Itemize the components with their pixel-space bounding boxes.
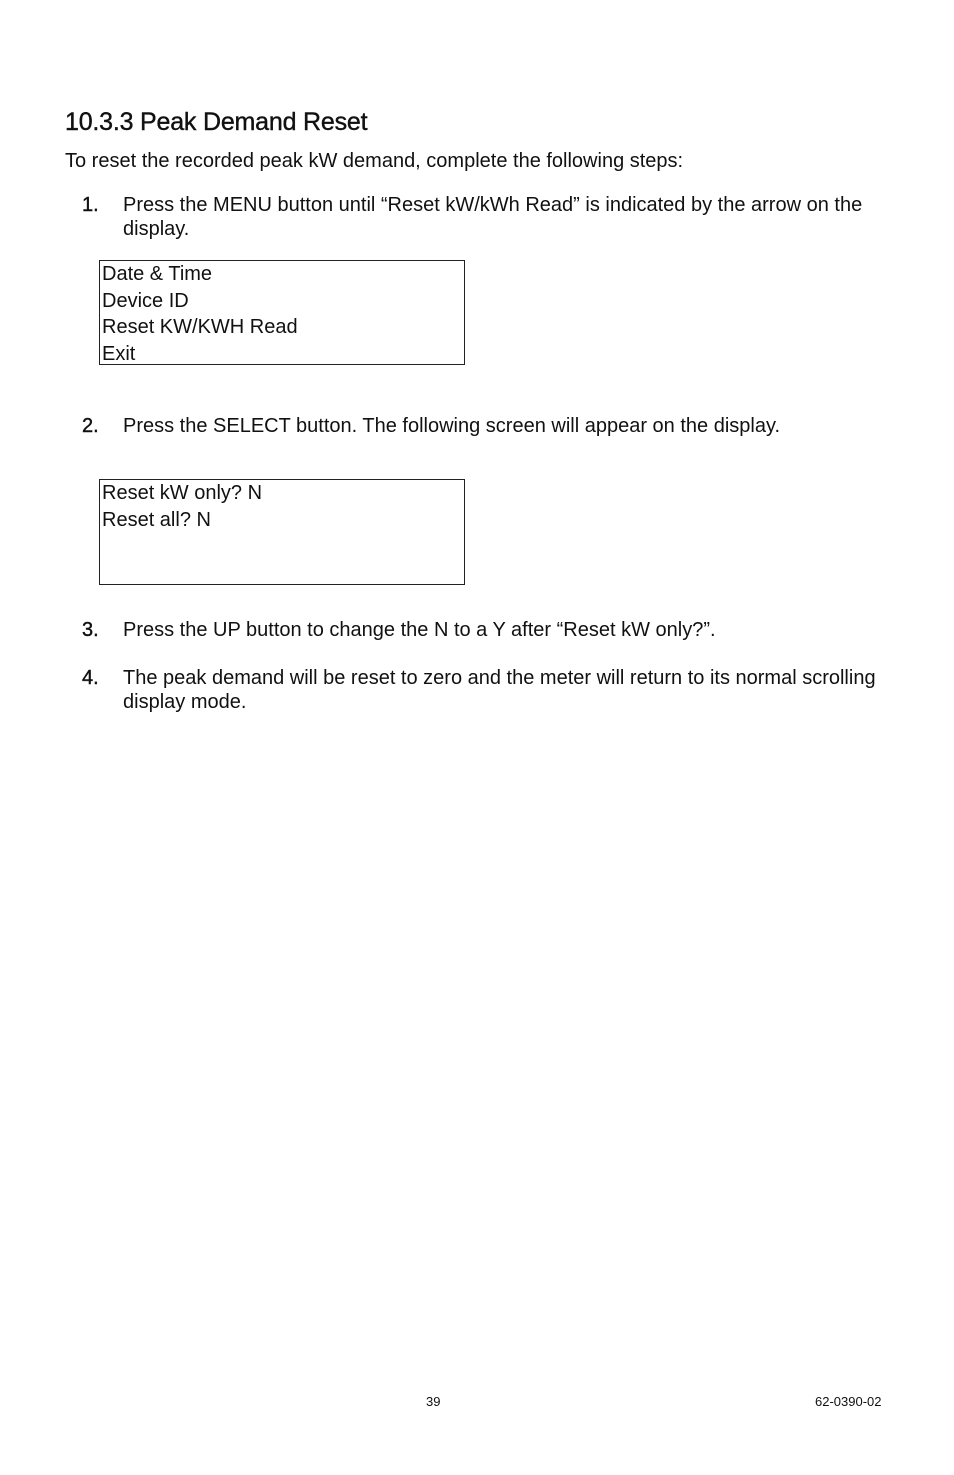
step-text: Press the SELECT button. The following screen will appear on the display. xyxy=(123,415,781,437)
step-number: 1. xyxy=(82,194,99,216)
step-text: Press the UP button to change the N to a Y after “Reset kW only?”. xyxy=(123,619,716,641)
step-text: The peak demand will be reset to zero and the meter will return to its normal scrolling display mode. xyxy=(123,667,876,713)
intro-text: To reset the recorded peak kW demand, complete the following steps: xyxy=(65,150,684,172)
display-line: Date & Time xyxy=(102,263,213,285)
page-number: 39 xyxy=(426,1394,441,1409)
display-line: Device ID xyxy=(102,289,189,312)
step-3 xyxy=(82,618,902,642)
section-title: 10.3.3 Peak Demand Reset xyxy=(65,108,368,136)
display-line: Reset KW/KWH Read xyxy=(102,316,298,338)
step-number: 3. xyxy=(82,619,99,641)
display-line: Reset kW only? N xyxy=(102,482,263,504)
step-number: 2. xyxy=(82,415,99,437)
step-4 xyxy=(82,666,902,714)
step-1 xyxy=(82,193,902,241)
step-2 xyxy=(82,414,902,438)
display-line: Reset all? N xyxy=(102,508,211,531)
display-reset-screen xyxy=(99,479,465,585)
step-number: 4. xyxy=(82,667,99,689)
display-menu-screen xyxy=(99,260,465,365)
step-text: Press the MENU button until “Reset kW/kWh Read” is indicated by the arrow on the display. xyxy=(123,194,863,240)
document-number: 62-0390-02 xyxy=(815,1394,882,1409)
display-line: Exit xyxy=(102,342,136,365)
